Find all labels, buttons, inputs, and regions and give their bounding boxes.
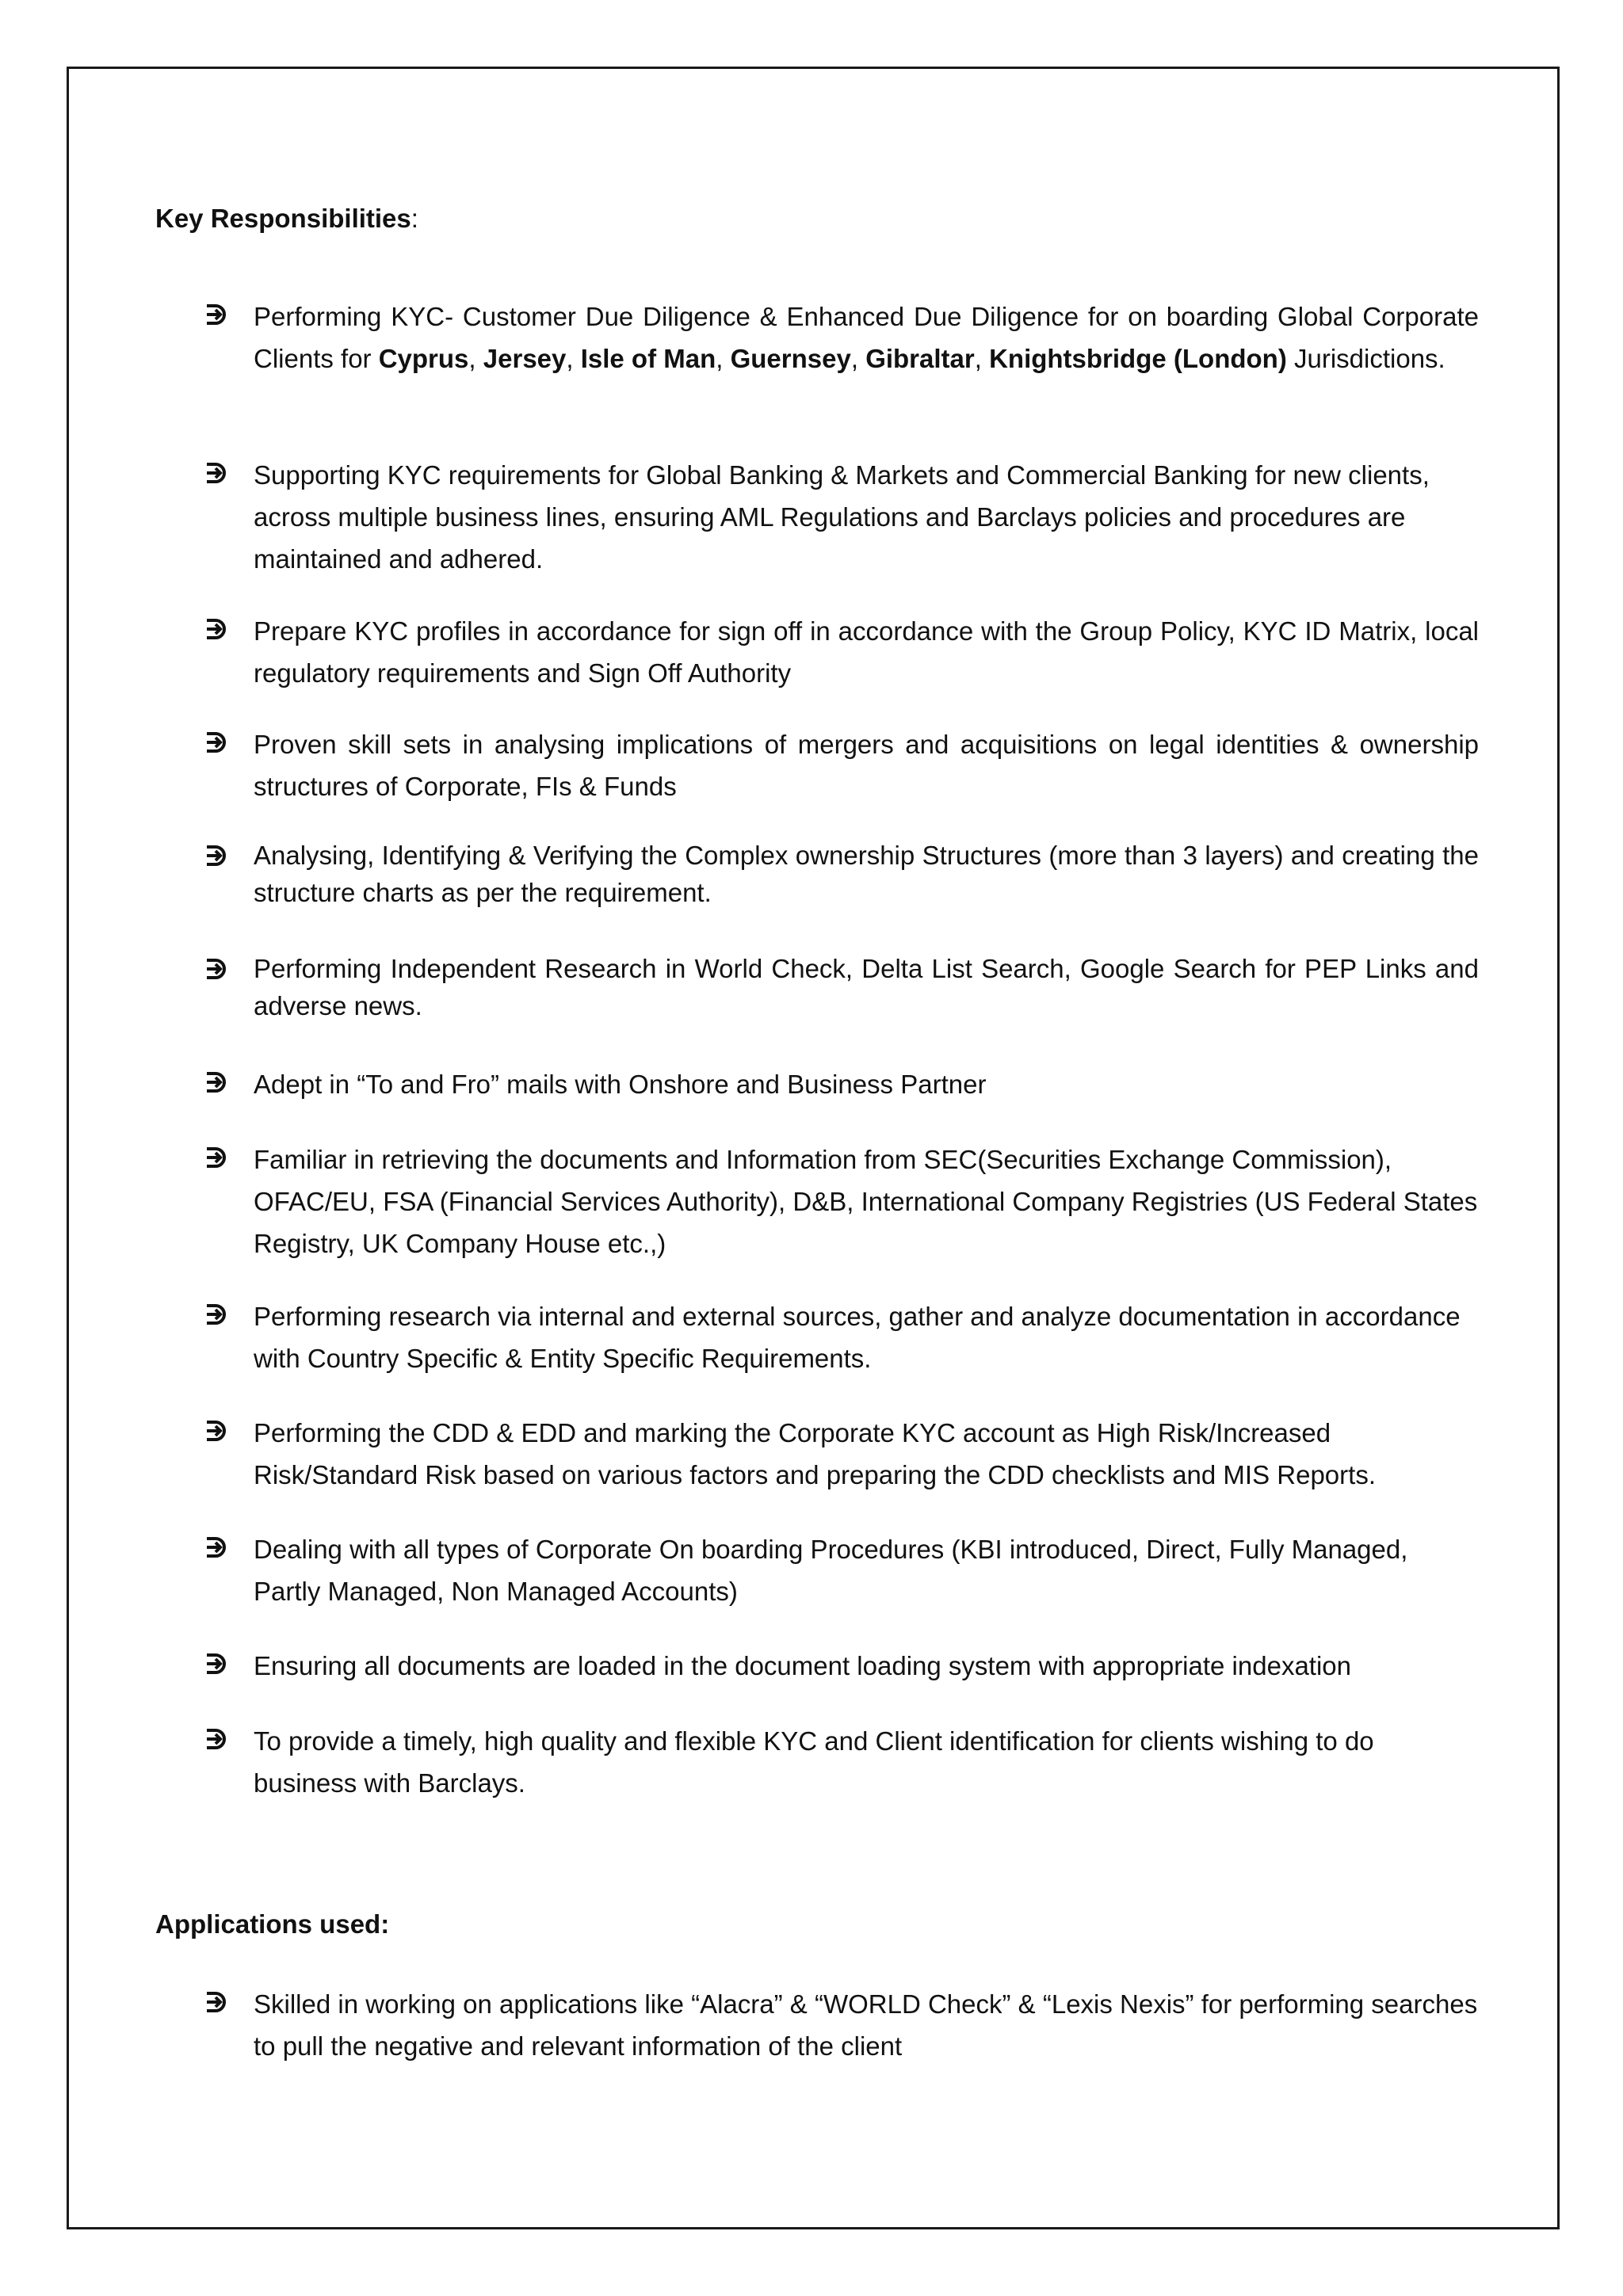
jurisdiction-isle-of-man: Isle of Man [580,344,716,373]
separator: , [974,344,990,373]
responsibility-text: Dealing with all types of Corporate On boarding Procedures (KBI introduced, Direct, Fully Managed, Partly Managed, Non Managed Accounts) [254,1535,1408,1606]
responsibility-text: Prepare KYC profiles in accordance for sign off in accordance with the Group Policy, KYC ID Matrix, local regulatory requirements and Sign Off Authority [254,616,1479,688]
arrow-bullet-icon [204,837,254,878]
arrow-bullet-icon [204,1138,254,1180]
responsibility-text: Ensuring all documents are loaded in the document loading system with appropriate indexation [254,1651,1352,1680]
responsibility-text: Familiar in retrieving the documents and Information from SEC(Securities Exchange Commission), OFAC/EU, FSA (Financial Services Authority), D&B, International Company Registries (US Federal States Registry, UK Company House etc.,) [254,1145,1478,1258]
arrow-bullet-icon [204,1983,254,2024]
list-item [204,454,1479,580]
arrow-bullet-icon [204,610,254,651]
responsibility-text: Supporting KYC requirements for Global Banking & Markets and Commercial Banking for new clients, across multiple business lines, ensuring AML Regulations and Barclays policies and procedures are maintained and adhered. [254,460,1430,574]
list-item [204,1720,1479,1804]
key-responsibilities-colon: : [411,204,418,233]
list-item [204,1412,1479,1496]
list-item [204,837,1479,911]
jurisdiction-jersey: Jersey [483,344,567,373]
jurisdiction-guernsey: Guernsey [730,344,851,373]
separator: , [468,344,483,373]
arrow-bullet-icon [204,1295,254,1337]
list-item [204,1063,1479,1105]
responsibility-text: Proven skill sets in analysing implications of mergers and acquisitions on legal identities & ownership structures of Corporate, FIs & Funds [254,730,1479,801]
arrow-bullet-icon [204,723,254,765]
arrow-bullet-icon [204,1412,254,1453]
application-text: Skilled in working on applications like “Alacra” & “WORLD Check” & “Lexis Nexis” for performing searches to pull the negative and relevant information of the client [254,1989,1478,2061]
list-item [204,723,1479,807]
applications-heading [155,1909,389,1940]
responsibility-text [254,296,1479,379]
list-item [204,950,1479,1024]
jurisdiction-knightsbridge: Knightsbridge (London) [989,344,1287,373]
list-item [204,1983,1479,2067]
separator: , [716,344,731,373]
arrow-bullet-icon [204,454,254,495]
key-responsibilities-title: Key Responsibilities [155,204,411,233]
responsibility-text: Performing Independent Research in World Check, Delta List Search, Google Search for PEP Links and adverse news. [254,954,1479,1020]
responsibility-text: Performing the CDD & EDD and marking the Corporate KYC account as High Risk/Increased Risk/Standard Risk based on various factors and preparing the CDD checklists and MIS Reports. [254,1418,1376,1489]
responsibility-text: Adept in “To and Fro” mails with Onshore and Business Partner [254,1070,987,1099]
responsibility-text: Performing research via internal and external sources, gather and analyze documentation in accordance with Country Specific & Entity Specific Requirements. [254,1302,1461,1373]
responsibility-text: Analysing, Identifying & Verifying the Complex ownership Structures (more than 3 layers) and creating the structure charts as per the requirement. [254,841,1479,907]
list-item [204,296,1479,379]
applications-title: Applications used: [155,1909,390,1939]
key-responsibilities-heading [155,203,418,235]
jurisdiction-cyprus: Cyprus [378,344,469,373]
arrow-bullet-icon [204,296,254,337]
item-text: Performing KYC- Customer Due Diligence & Enhanced Due Diligence for on boarding Global Corporate Clients for [254,302,1479,373]
separator: , [850,344,866,373]
separator: , [566,344,581,373]
list-item [204,1295,1479,1379]
list-item [204,1645,1479,1687]
arrow-bullet-icon [204,1528,254,1569]
list-item [204,610,1479,694]
responsibility-text: To provide a timely, high quality and flexible KYC and Client identification for clients wishing to do business with Barclays. [254,1726,1374,1798]
list-item [204,1528,1479,1612]
item-text: Jurisdictions. [1286,344,1445,373]
arrow-bullet-icon [204,1645,254,1686]
list-item [204,1138,1479,1264]
arrow-bullet-icon [204,1063,254,1104]
arrow-bullet-icon [204,950,254,991]
jurisdiction-gibraltar: Gibraltar [865,344,975,373]
arrow-bullet-icon [204,1720,254,1761]
